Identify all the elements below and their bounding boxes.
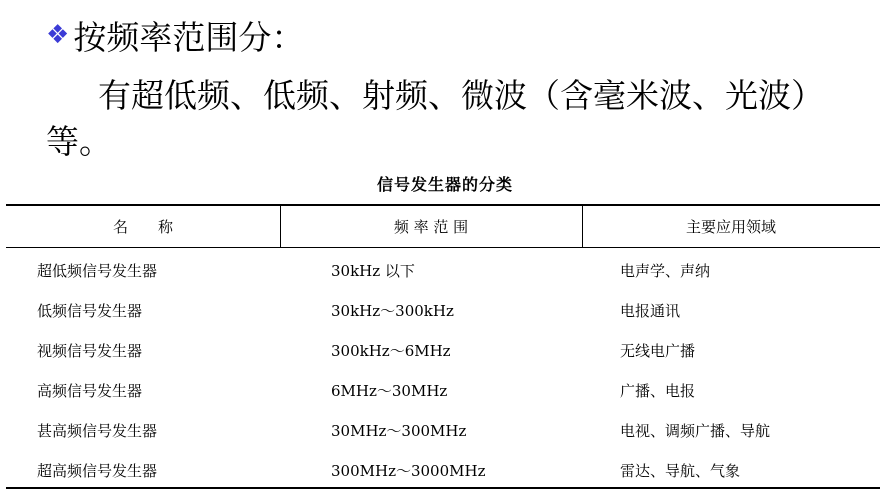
section-heading bbox=[46, 10, 304, 60]
cell-application: 电声学、声纳 bbox=[620, 261, 711, 280]
table-body bbox=[6, 250, 880, 490]
column-header-name: 名 称 bbox=[112, 218, 173, 236]
table-title: 信号发生器的分类 bbox=[376, 175, 513, 194]
header-divider bbox=[6, 247, 880, 248]
column-header-frequency-range: 频 率 范 围 bbox=[393, 218, 469, 236]
table-row bbox=[6, 410, 880, 450]
cell-name: 甚高频信号发生器 bbox=[37, 421, 158, 440]
cell-application: 雷达、导航、气象 bbox=[620, 461, 741, 480]
cell-application: 电视、调频广播、导航 bbox=[620, 421, 771, 440]
table-row bbox=[6, 370, 880, 410]
cell-application: 无线电广播 bbox=[620, 341, 696, 360]
cell-name: 超低频信号发生器 bbox=[37, 261, 158, 280]
paragraph-line-1: 有超低频、低频、射频、微波（含毫米波、光波） bbox=[98, 76, 824, 115]
table-row bbox=[6, 330, 880, 370]
column-header-application: 主要应用领域 bbox=[685, 218, 776, 236]
cell-application: 电报通讯 bbox=[620, 301, 681, 320]
classification-table bbox=[6, 204, 880, 489]
paragraph-line-2: 等。 bbox=[46, 122, 112, 161]
cell-application: 广播、电报 bbox=[620, 381, 696, 400]
cell-frequency-range: 30MHz～300MHz bbox=[331, 421, 467, 440]
cell-name: 低频信号发生器 bbox=[37, 301, 143, 320]
table-row bbox=[6, 290, 880, 330]
diamond-bullet-icon: ❖ bbox=[46, 20, 70, 50]
cell-name: 超高频信号发生器 bbox=[37, 461, 158, 480]
cell-frequency-range: 30kHz～300kHz bbox=[331, 301, 454, 320]
cell-frequency-range: 300MHz～3000MHz bbox=[331, 461, 486, 480]
cell-name: 高频信号发生器 bbox=[37, 381, 143, 400]
section-heading-text: 按频率范围分： bbox=[73, 17, 305, 57]
cell-frequency-range: 300kHz～6MHz bbox=[331, 341, 451, 360]
cell-frequency-range: 6MHz～30MHz bbox=[331, 381, 448, 400]
cell-frequency-range: 30kHz 以下 bbox=[331, 261, 415, 280]
table-row bbox=[6, 450, 880, 490]
cell-name: 视频信号发生器 bbox=[37, 341, 143, 360]
table-row bbox=[6, 250, 880, 290]
